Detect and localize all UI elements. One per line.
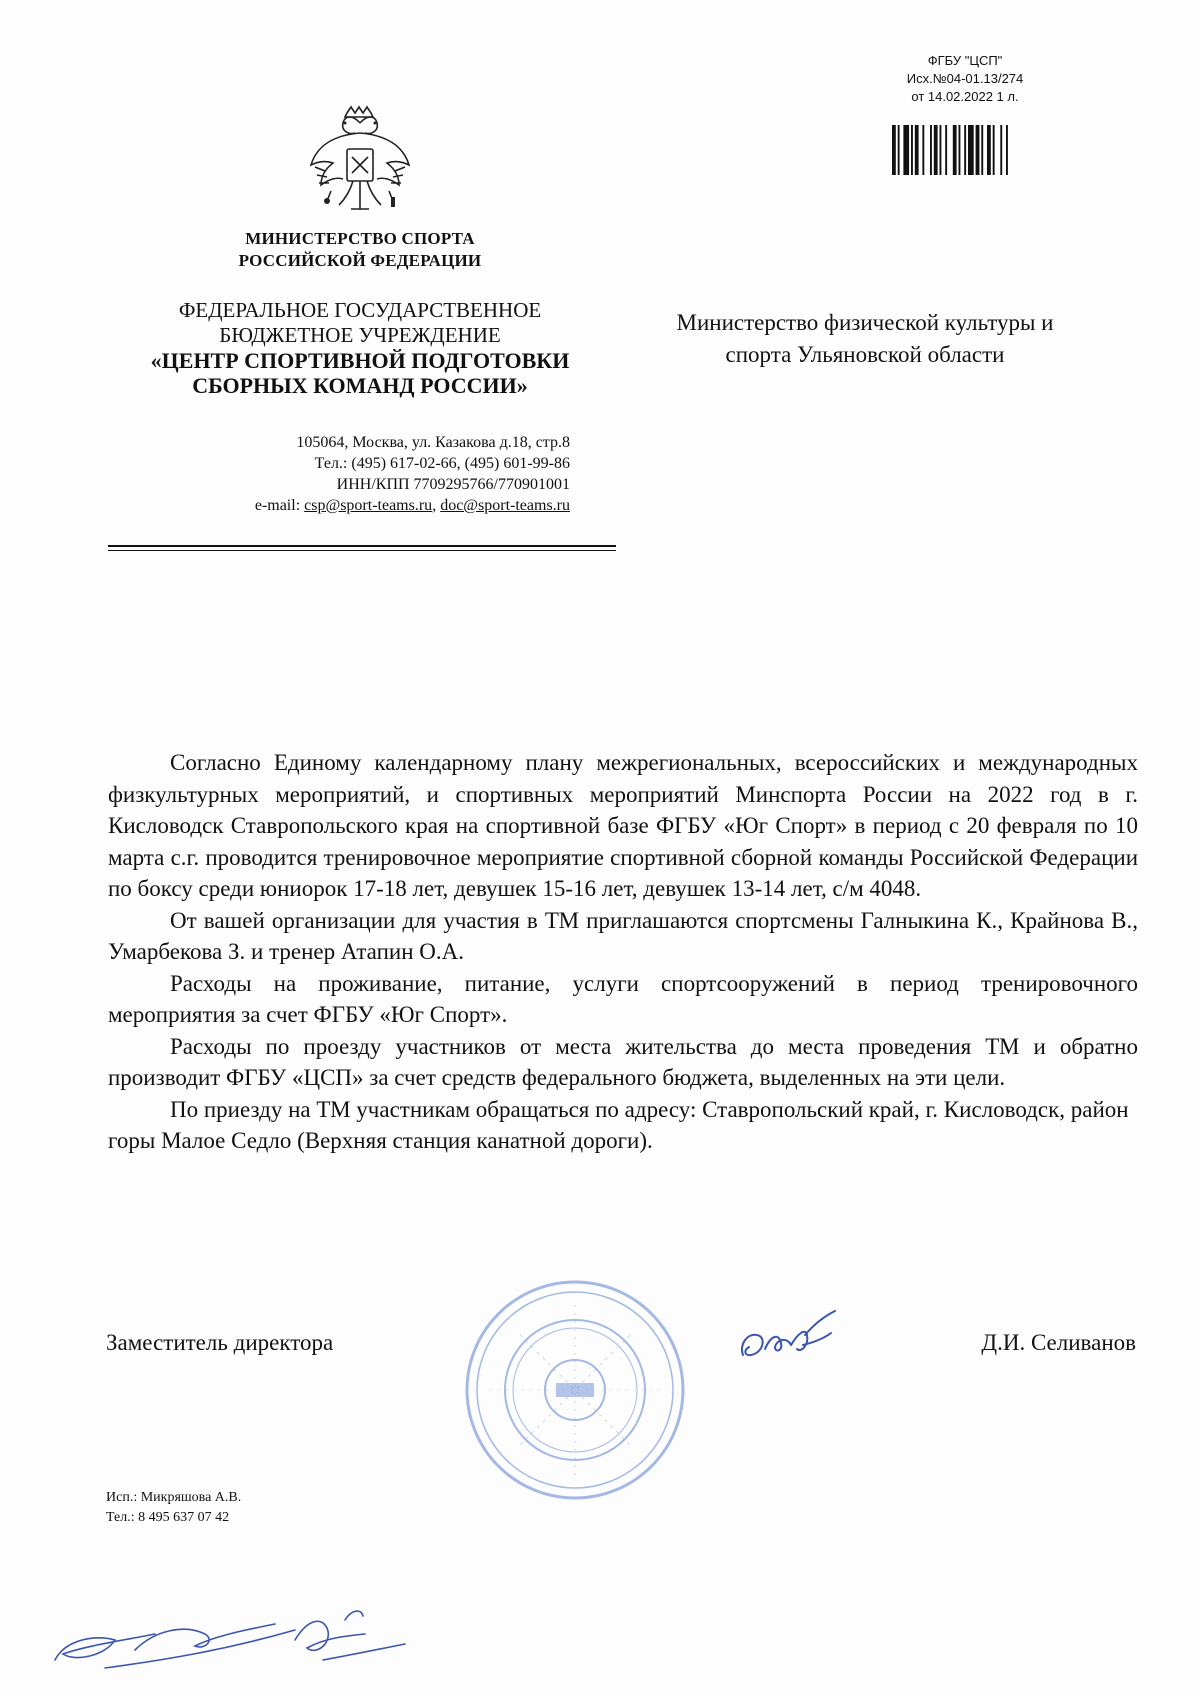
executor-info xyxy=(106,1488,241,1528)
body-paragraph-5: По приезду на ТМ участникам обращаться по адресу: Ставропольский край, г. Кисловодск, район горы Малое Седло (Верхняя станция канатной дороги). xyxy=(108,1096,1129,1153)
signature-row xyxy=(106,1330,1136,1370)
executor-name: Исп.: Микряшова А.В. xyxy=(106,1490,242,1505)
barcode-icon xyxy=(892,125,1042,175)
org-email-line xyxy=(140,495,570,516)
coat-of-arms-icon xyxy=(305,105,415,223)
email-link-csp[interactable]: csp@sport-teams.ru xyxy=(304,497,433,514)
recipient-line-2: спорта Ульяновской области xyxy=(725,342,1005,367)
email-link-doc[interactable]: doc@sport-teams.ru xyxy=(440,497,570,514)
ministry-line-1: МИНИСТЕРСТВО СПОРТА xyxy=(245,229,475,248)
header-divider-thick xyxy=(108,545,616,547)
body-paragraph-3: Расходы на проживание, питание, услуги спортсооружений в период тренировочного мероприятия за счет ФГБУ «Юг Спорт». xyxy=(108,970,1138,1027)
handwritten-signature-icon xyxy=(735,1305,845,1370)
org-phone: Тел.: (495) 617-02-66, (495) 601-99-86 xyxy=(314,455,570,472)
handwritten-annotation-icon xyxy=(45,1590,425,1685)
org-name-line-2: СБОРНЫХ КОМАНД РОССИИ» xyxy=(192,373,528,398)
recipient-line-1: Министерство физической культуры и xyxy=(676,310,1054,335)
signatory-name: Д.И. Селиванов xyxy=(981,1330,1136,1355)
registration-number: Исх.№04-01.13/274 xyxy=(906,71,1024,86)
org-name-line-1: «ЦЕНТР СПОРТИВНОЙ ПОДГОТОВКИ xyxy=(150,348,570,373)
registration-date: от 14.02.2022 1 л. xyxy=(911,89,1019,104)
body-paragraph-1: Согласно Единому календарному плану межрегиональных, всероссийских и международных физкультурных мероприятий, и спортивных мероприятий Минспорта России на 2022 год в г. Кисловодск Ставропольского края на спортивной базе ФГБУ «Юг Спорт» в период с 20 февраля по 10 марта с.г. проводится тренировочное мероприятие спортивной сборной команды Российской Федерации по боксу среди юниорок 17-18 лет, девушек 15-16 лет, девушек 13-14 лет, с/м 4048. xyxy=(108,750,1138,901)
organization-name xyxy=(110,298,610,398)
email-label: e-mail: xyxy=(254,497,305,514)
body-paragraph-2: От вашей организации для участия в ТМ приглашаются спортсмены Галныкина К., Крайнова В., Умарбекова З. и тренер Атапин О.А. xyxy=(108,907,1138,964)
ministry-line-2: РОССИЙСКОЙ ФЕДЕРАЦИИ xyxy=(238,251,482,270)
ministry-name xyxy=(150,228,570,272)
org-address: 105064, Москва, ул. Казакова д.18, стр.8 xyxy=(296,434,570,451)
letter-body xyxy=(108,747,1138,1157)
registration-stamp xyxy=(880,52,1050,106)
org-inn: ИНН/КПП 7709295766/770901001 xyxy=(336,476,570,493)
org-type-line-1: ФЕДЕРАЛЬНОЕ ГОСУДАРСТВЕННОЕ xyxy=(178,298,542,322)
signatory-position: Заместитель директора xyxy=(106,1330,334,1355)
body-paragraph-4: Расходы по проезду участников от места жительства до места проведения ТМ и обратно производит ФГБУ «ЦСП» за счет средств федерального бюджета, выделенных на эти цели. xyxy=(108,1033,1138,1090)
official-seal-icon xyxy=(460,1275,690,1505)
org-contacts xyxy=(140,432,570,516)
org-type-line-2: БЮДЖЕТНОЕ УЧРЕЖДЕНИЕ xyxy=(219,323,501,347)
email-separator: , xyxy=(432,497,441,514)
recipient-block xyxy=(640,307,1090,371)
registration-org: ФГБУ "ЦСП" xyxy=(927,53,1003,68)
executor-phone: Тел.: 8 495 637 07 42 xyxy=(106,1510,230,1525)
header-divider-thin xyxy=(108,550,616,551)
